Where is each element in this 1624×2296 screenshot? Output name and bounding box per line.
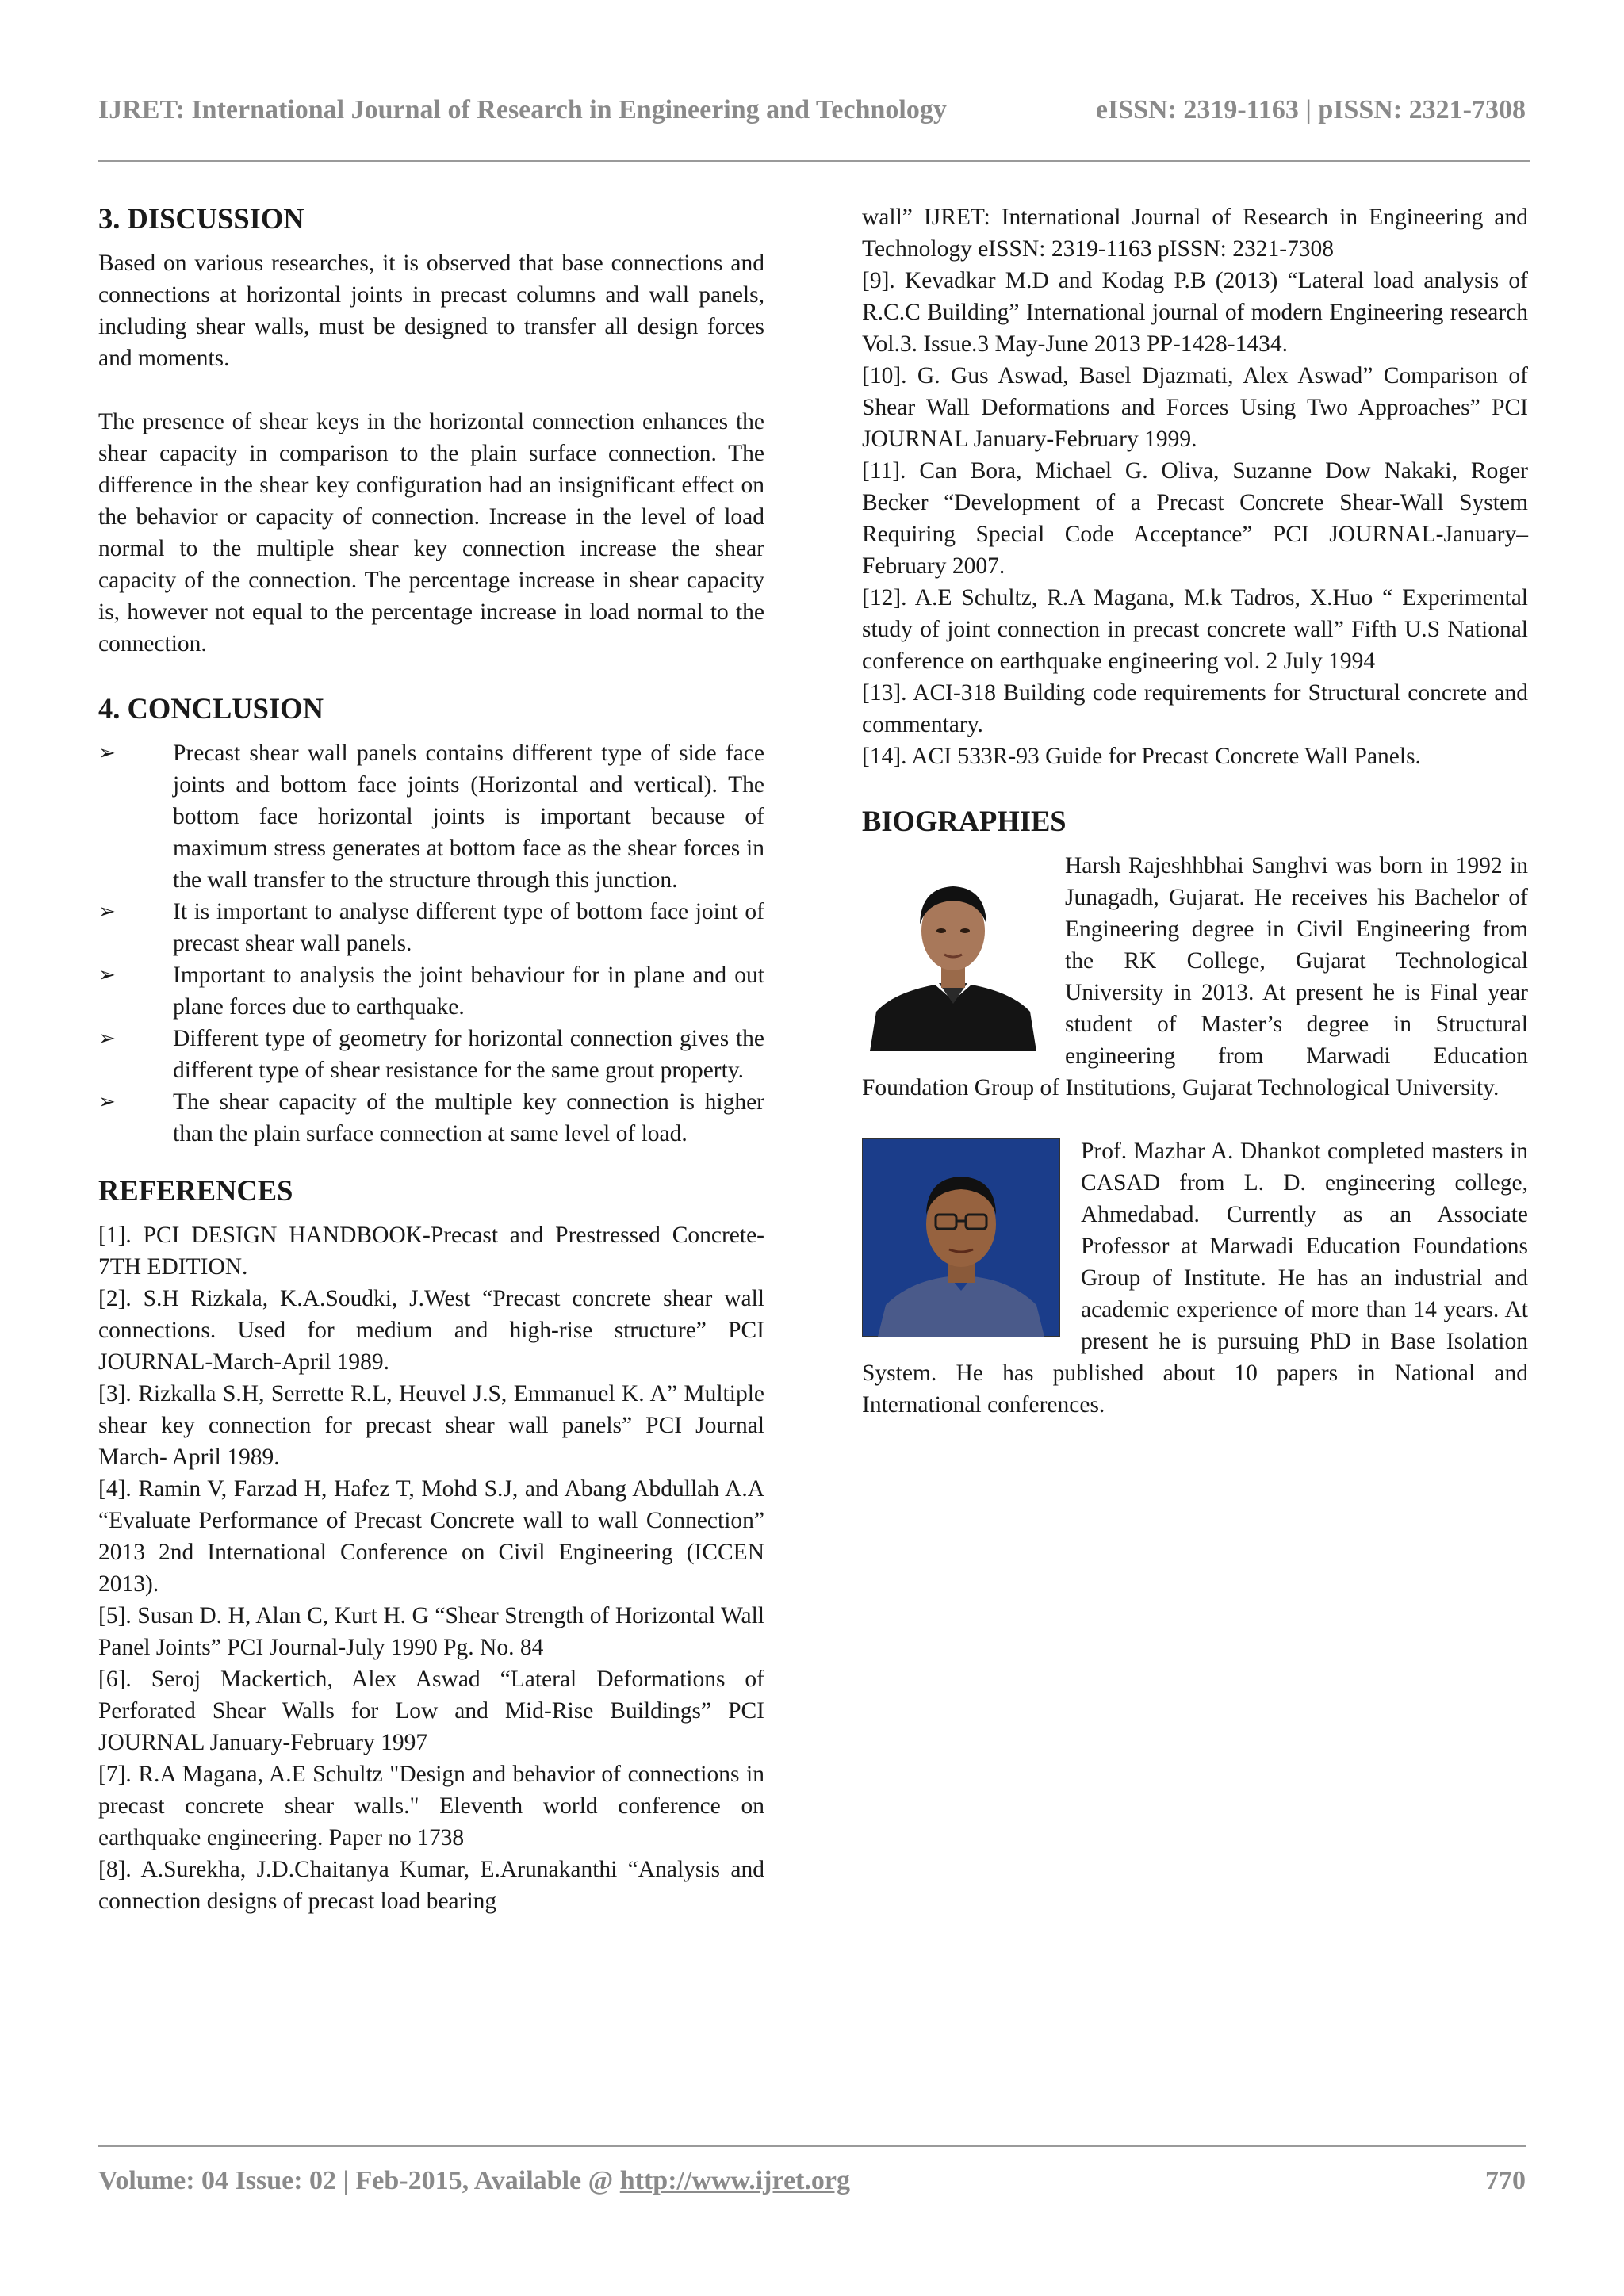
biography-1 — [862, 850, 1528, 1104]
right-column — [862, 201, 1528, 1421]
biographies-heading: BIOGRAPHIES — [862, 805, 1067, 837]
header-divider — [98, 160, 1530, 162]
conclusion-list — [98, 737, 764, 1150]
reference-9: [9]. Kevadkar M.D and Kodag P.B (2013) “Lateral load analysis of R.C.C Building” International journal of modern Engineering research Vol.3. Issue.3 May-June 2013 PP-1428-1434. — [862, 268, 1528, 357]
reference-10: [10]. G. Gus Aswad, Basel Djazmati, Alex Aswad” Comparison of Shear Wall Deformations and Forces Using Two Approaches” PCI JOURNAL January-February 1999. — [862, 363, 1528, 452]
references-heading: REFERENCES — [98, 1174, 293, 1207]
page-header — [98, 95, 1526, 135]
discussion-heading: 3. DISCUSSION — [98, 202, 304, 235]
biography-2 — [862, 1135, 1528, 1421]
author-photo-2 — [862, 1138, 1060, 1337]
arrow-bullet-icon: ➢ — [98, 963, 116, 986]
page-footer — [98, 2166, 1526, 2206]
arrow-bullet-icon: ➢ — [98, 1090, 116, 1113]
reference-7: [7]. R.A Magana, A.E Schultz "Design and behavior of connections in precast concrete shear walls." Eleventh world conference on earthquake engineering. Paper no 1738 — [98, 1762, 764, 1850]
issn-label: eISSN: 2319-1163 | pISSN: 2321-7308 — [1095, 95, 1526, 124]
reference-11: [11]. Can Bora, Michael G. Oliva, Suzanne Dow Nakaki, Roger Becker “Development of a Precast Concrete Shear-Wall System Requiring Special Code Acceptance” PCI JOURNAL-January–February 2007. — [862, 458, 1528, 579]
journal-title: IJRET: International Journal of Research in Engineering and Technology — [98, 95, 947, 124]
left-column — [98, 201, 764, 1917]
reference-3: [3]. Rizkalla S.H, Serrette R.L, Heuvel J.S, Emmanuel K. A” Multiple shear key connection for precast shear wall panels” PCI Journal March- April 1989. — [98, 1381, 764, 1470]
reference-8: [8]. A.Surekha, J.D.Chaitanya Kumar, E.Arunakanthi “Analysis and connection designs of precast load bearing — [98, 1857, 764, 1914]
list-item: ➢ Different type of geometry for horizontal connection gives the different type of shear resistance for the same grout property. — [98, 1023, 764, 1086]
reference-14: [14]. ACI 533R-93 Guide for Precast Concrete Wall Panels. — [862, 744, 1421, 769]
footer-volume: Volume: 04 Issue: 02 | Feb-2015, Available @ http://www.ijret.org — [98, 2166, 850, 2195]
page-number: 770 — [1485, 2166, 1526, 2195]
reference-2: [2]. S.H Rizkala, K.A.Soudki, J.West “Precast concrete shear wall connections. Used for medium and high-rise structure” PCI JOURNAL-March-April 1989. — [98, 1286, 764, 1375]
reference-6: [6]. Seroj Mackertich, Alex Aswad “Lateral Deformations of Perforated Shear Walls for Low and Mid-Rise Buildings” PCI JOURNAL January-February 1997 — [98, 1667, 764, 1755]
author-photo-1 — [862, 853, 1044, 1051]
list-item: ➢ The shear capacity of the multiple key connection is higher than the plain surface connection at same level of load. — [98, 1086, 764, 1150]
conclusion-heading: 4. CONCLUSION — [98, 692, 324, 725]
reference-5: [5]. Susan D. H, Alan C, Kurt H. G “Shear Strength of Horizontal Wall Panel Joints” PCI Journal-July 1990 Pg. No. 84 — [98, 1603, 764, 1660]
discussion-paragraph-1: Based on various researches, it is observed that base connections and connections at horizontal joints in precast columns and wall panels, including shear walls, must be designed to transfer all design forces and moments. — [98, 251, 764, 371]
biography-1-text: Harsh Rajeshhbhai Sanghvi was born in 1992 in Junagadh, Gujarat. He receives his Bachelor of Engineering degree in Civil Engineering from the RK College, Gujarat Technological University in 2013. At present he is Final year student of Master’s degree in Structural engineering from Marwadi Education Foundation Group of Institutions, Gujarat Technological University. — [862, 853, 1528, 1100]
arrow-bullet-icon: ➢ — [98, 1027, 116, 1050]
arrow-bullet-icon: ➢ — [98, 900, 116, 923]
reference-8-continued: wall” IJRET: International Journal of Research in Engineering and Technology eISSN: 2319-1163 pISSN: 2321-7308 — [862, 205, 1528, 262]
footer-divider — [98, 2145, 1526, 2147]
discussion-paragraph-2: The presence of shear keys in the horizontal connection enhances the shear capacity in comparison to the plain surface connection. The difference in the shear key configuration had an insignificant effect on the behavior or capacity of connection. Increase in the level of load normal to the multiple shear key connection increase the shear capacity of the connection. The percentage increase in shear capacity is, however not equal to the percentage increase in load normal to the connection. — [98, 409, 764, 656]
reference-12: [12]. A.E Schultz, R.A Magana, M.k Tadros, X.Huo “ Experimental study of joint connection in precast concrete wall” Fifth U.S National conference on earthquake engineering vol. 2 July 1994 — [862, 585, 1528, 674]
list-item: ➢ Precast shear wall panels contains different type of side face joints and bottom face joints (Horizontal and vertical). The bottom face horizontal joints is important because of maximum stress generates at bottom face as the shear forces in the wall transfer to the structure through this junction. — [98, 737, 764, 896]
list-item: ➢ Important to analysis the joint behaviour for in plane and out plane forces due to earthquake. — [98, 959, 764, 1023]
biography-2-text: Prof. Mazhar A. Dhankot completed masters in CASAD from L. D. engineering college, Ahmedabad. Currently as an Associate Professor at Marwadi Education Foundations Group of Institute. He has an industrial and academic experience of more than 14 years. At present he is pursuing PhD in Base Isolation System. He has published about 10 papers in National and International conferences. — [862, 1138, 1528, 1418]
reference-1: [1]. PCI DESIGN HANDBOOK-Precast and Prestressed Concrete-7TH EDITION. — [98, 1223, 764, 1280]
list-item: ➢ It is important to analyse different type of bottom face joint of precast shear wall panels. — [98, 896, 764, 959]
reference-4: [4]. Ramin V, Farzad H, Hafez T, Mohd S.J, and Abang Abdullah A.A “Evaluate Performance of Precast Concrete wall to wall Connection” 2013 2nd International Conference on Civil Engineering (ICCEN 2013). — [98, 1476, 764, 1597]
reference-13: [13]. ACI-318 Building code requirements for Structural concrete and commentary. — [862, 680, 1528, 737]
journal-link[interactable]: http://www.ijret.org — [619, 2166, 850, 2195]
arrow-bullet-icon: ➢ — [98, 741, 116, 764]
